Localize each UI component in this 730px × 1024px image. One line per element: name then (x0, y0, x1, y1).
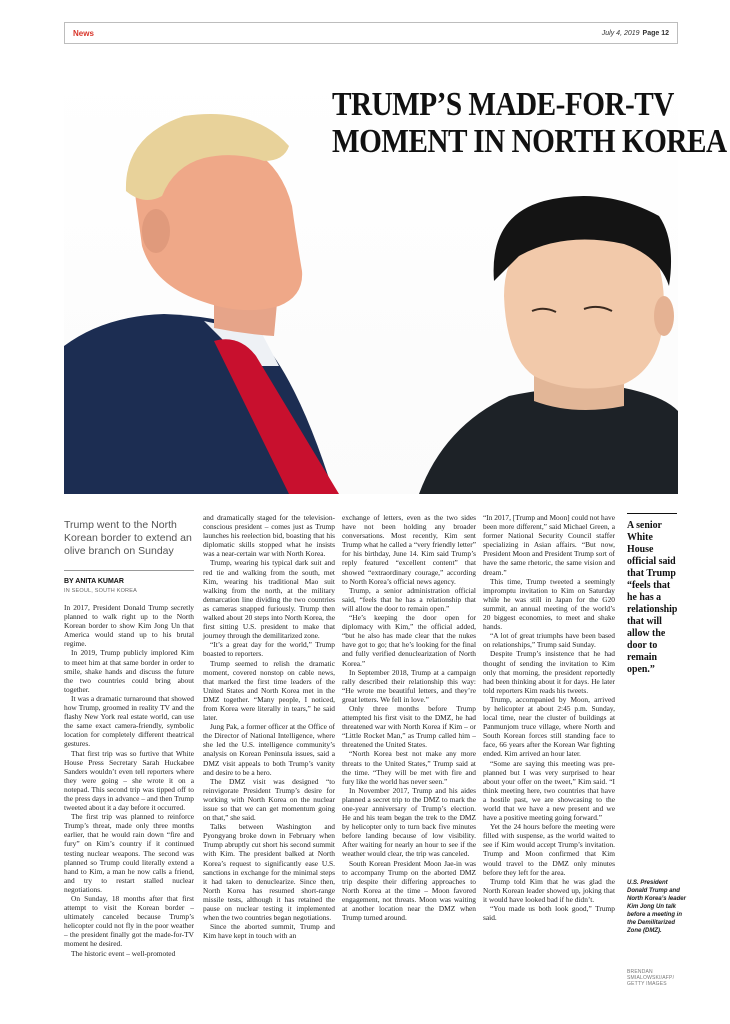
deck: Trump went to the North Korean border to extend an olive branch on Sunday (64, 519, 192, 557)
byline: BY ANITA KUMAR (64, 578, 124, 585)
paragraph: In November 2017, Trump and his aides planned a secret trip to the DMZ to mark the one-year anniversary of Trump’s election. He and his team began the trek to the DMZ by helicopter only to turn back five minutes before landing because of low visibility. After waiting for nearly an hour to see if the weather would clear, the trip was canceled. (342, 785, 476, 859)
paragraph: Despite Trump’s insistence that he had thought of sending the invitation to Kim only that morning, the president reportedly had been thinking about it for days. He later told reporters Kim reads his tweets. (483, 649, 615, 695)
paragraph: In 2017, President Donald Trump secretly planned to walk right up to the North Korean border to show Kim Jong Un that America would stand up to his brutal regime. (64, 603, 194, 649)
paragraph: Trump, accompanied by Moon, arrived by helicopter at about 2:45 p.m. Sunday, local time, near the cluster of buildings at Panmunjom truce village, where North and South Korean forces still standing face to face, 66 years after the Korean War fighting ended. Kim arrived an hour later. (483, 694, 615, 759)
paragraph: “He’s keeping the door open for diplomacy with Kim,” the official added, “but he also has made clear that the nukes have got to go; that he’s looking for the final and fully verified denuclearization of North Korea.” (342, 613, 476, 668)
paragraph: In September 2018, Trump at a campaign rally described their relationship this way: “He wrote me beautiful letters, and they’re great letters. We fell in love.” (342, 667, 476, 704)
paragraph: “A lot of great triumphs have been based on relationships,” Trump said Sunday. (483, 631, 615, 650)
paragraph: Since the aborted summit, Trump and Kim have kept in touch with an (203, 922, 335, 941)
headline-line-1: TRUMP’S MADE-FOR-TV (332, 86, 674, 123)
paragraph: Trump, wearing his typical dark suit and red tie and walking from the south, met Kim, wearing his traditional Mao suit walking from the north, at the military demarcation line dividing the two countries as cameras snapped furiously. Trump then walked about 20 steps into North Korea, the first sitting U.S. president to make that journey through the demilitarized zone. (203, 558, 335, 641)
headline-line-2: MOMENT IN NORTH KOREA (332, 123, 727, 160)
page-number: Page 12 (642, 29, 669, 37)
body-column-1 (64, 603, 194, 958)
paragraph: Jung Pak, a former officer at the Office of the Director of National Intelligence, where she led the U.S. intelligence community’s analysis on Korean Peninsula issues, said a DMZ visit appeals to both Trump’s vanity and desire to be a hero. (203, 722, 335, 777)
paragraph: On Sunday, 18 months after that first attempt to visit the Korean border – ultimately canceled because Trump’s helicopter could not fly in the poor weather – the president finally got the made-for-TV moment he desired. (64, 894, 194, 949)
body-column-4 (483, 513, 615, 922)
byline-divider (64, 570, 194, 571)
paragraph: “In 2017, [Trump and Moon] could not have been more different,” said Michael Green, a former National Security Council staffer specializing in Asian affairs. “But now, President Moon and President Trump sort of have the same rhetoric, the same vision and dream.” (483, 513, 615, 577)
photo-caption: U.S. President Donald Trump and North Korea’s leader Kim Jong Un talk before a meeting in the Demilitarized Zone (DMZ). (627, 880, 686, 934)
paragraph: The DMZ visit was designed “to reinvigorate President Trump’s desire for working with North Korea on the nuclear issue so that we can get momentum going on that,” she said. (203, 776, 335, 823)
page-dateline (602, 30, 669, 37)
paragraph: This time, Trump tweeted a seemingly impromptu invitation to Kim on Saturday while he was still in Japan for the G20 summit, an annual meeting of the world’s 20 biggest economies, to meet and shake hands. (483, 576, 615, 632)
pullquote: A senior White House official said that Trump “feels that he has a relationship that will allow the door to remain open.” (627, 519, 678, 675)
paragraph: Yet the 24 hours before the meeting were filled with suspense, as the world waited to see if Kim would accept Trump’s invitation. Trump and Moon confirmed that Kim would travel to the DMZ only minutes before they left for the area. (483, 822, 615, 877)
paragraph: “You made us both look good,” Trump said. (483, 904, 615, 923)
paragraph: Trump told Kim that he was glad the North Korean leader showed up, joking that it would have looked bad if he didn’t. (483, 876, 615, 904)
issue-date: July 4, 2019 (601, 29, 640, 37)
dateline-location: IN SEOUL, SOUTH KOREA (64, 588, 137, 594)
paragraph: exchange of letters, even as the two sides have not been holding any broader conversations. Most recently, Kim sent Trump what he called a “very friendly letter” for his birthday, June 14. Kim said Trump’s reply featured “excellent content” that showed “extraordinary courage,” according to North Korea’s official news agency. (342, 513, 476, 586)
paragraph: That first trip was so furtive that White House Press Secretary Sarah Huckabee Sanders wouldn’t even tell reporters where they were going – she wrote it on a notepad. This second trip was tipped off to the press days in advance – and then Trump tweeted about it a day before it occurred. (64, 748, 194, 813)
photo-credit: BRENDAN SMIALOWSKI/AFP/ GETTY IMAGES (627, 969, 675, 987)
body-column-2 (203, 513, 335, 940)
trump-ear (142, 209, 170, 253)
paragraph: and dramatically staged for the television-conscious president – comes just as Trump launches his reelection bid, boasting that his diplomatic skills stopped what he insists was a near-certain war with North Korea. (203, 513, 335, 559)
paragraph: The historic event – well-promoted (71, 948, 176, 958)
kim-ear (654, 296, 674, 336)
paragraph: Talks between Washington and Pyongyang broke down in February when Trump abruptly cut short his second summit with Kim. The president balked at North Korea’s request to significantly ease U.S. sanctions in exchange for the minimal steps it had taken to denuclearize. Since then, North Korea has resumed short-range missile tests, although it has retained the pause on nuclear testing it implemented when the two countries began negotiations. (203, 822, 335, 923)
paragraph: South Korean President Moon Jae-in was to accompany Trump on the aborted DMZ trip despite their differing approaches to North Korea at the time – Moon favored engagement, not threats. Moon was waiting at another location near the DMZ when Trump turned around. (342, 858, 476, 923)
paragraph: Only three months before Trump attempted his first visit to the DMZ, he had threatened war with North Korea if Kim – or “Little Rocket Man,” as Trump called him – threatened the United States. (342, 703, 476, 750)
body-column-3 (342, 513, 476, 922)
paragraph: Trump, a senior administration official said, “feels that he has a relationship that will allow the door to remain open.” (342, 585, 476, 613)
paragraph: In 2019, Trump publicly implored Kim to meet him at that same border in order to smile, shake hands and discuss the future the two countries could bring about together. (64, 648, 194, 694)
paragraph: “North Korea best not make any more threats to the United States,” Trump said at the time. “They will be met with fire and fury like the world has never seen.” (342, 749, 476, 786)
page-header (64, 22, 678, 44)
paragraph: The first trip was planned to reinforce Trump’s threat, made only three months earlier, that he would rain down “fire and fury” on Kim’s country if it continued testing nuclear weapons. The second was planned so Trump could literally extend a hand to Kim, a man he now calls a friend, and try to restart stalled nuclear negotiations. (64, 812, 194, 894)
paragraph: It was a dramatic turnaround that showed how Trump, groomed in reality TV and the flashy New York real estate world, can use the same exact camera-friendly, symbolic location for completely different theatrical gestures. (64, 693, 194, 749)
pullquote-rule (627, 513, 677, 514)
headline (332, 86, 727, 160)
paragraph: “It’s a great day for the world,” Trump boasted to reporters. (203, 640, 335, 659)
paragraph: Trump seemed to relish the dramatic moment, covered nonstop on cable news, that marked the first time leaders of the United States and North Korea met in the DMZ together. “Many people, I noticed, from Korea were literally in tears,” he said later. (203, 658, 335, 723)
paragraph: “Some are saying this meeting was pre-planned but I was very surprised to hear about your offer on the tweet,” Kim said. “I think meeting here, two countries that have a hostile past, we are showcasing to the world that we have a new present and we have a positive meeting going forward.” (483, 758, 615, 823)
section-label: News (73, 28, 94, 38)
